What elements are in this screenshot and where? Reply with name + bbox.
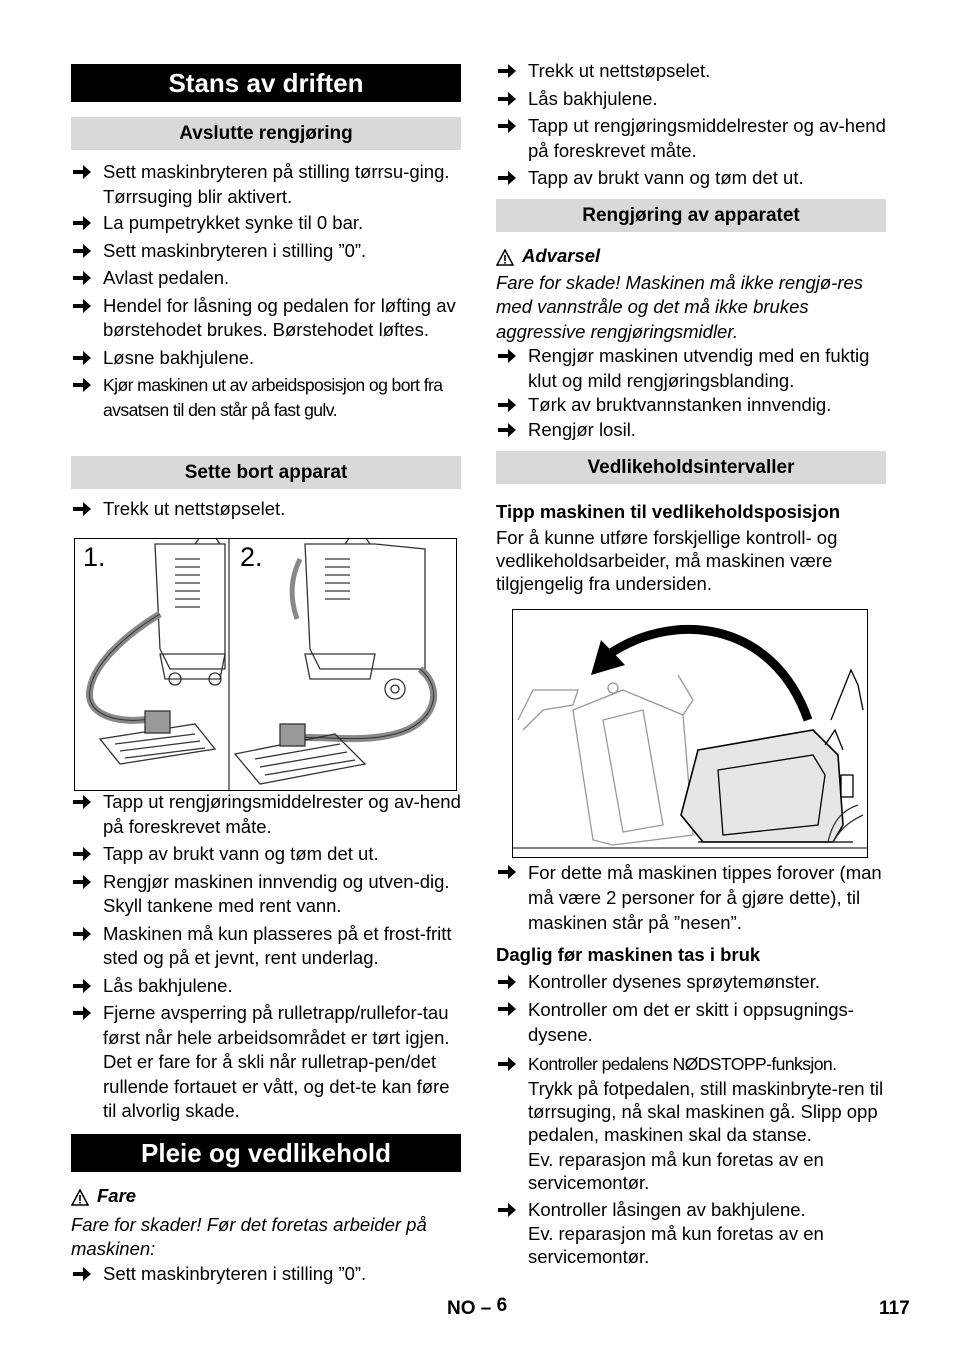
arrow-icon <box>71 497 93 521</box>
list-item: Tapp ut rengjøringsmiddelrester og av-hend på foreskrevet måte. <box>71 790 461 839</box>
list-item: Kontroller om det er skitt i oppsugnings-dysene. <box>496 997 886 1047</box>
list-item: Fjerne avsperring på rulletrapp/rullefor-tau først når hele arbeidsområdet er tørt igjen. Det er fare for å skli når rulletrap-pen/det rullende fortauet er vått, og det-te kan føre til alvorlig skade. <box>71 1001 461 1124</box>
list-item: Sett maskinbryteren i stilling ”0”. <box>71 1262 461 1287</box>
arrow-icon <box>496 166 518 190</box>
arrow-icon <box>496 1198 518 1222</box>
list-item: Kjør maskinen ut av arbeidsposisjon og bort fra avsatsen til den står på fast gulv. <box>71 373 461 422</box>
sette-list <box>71 497 461 522</box>
advarsel-block <box>496 244 886 442</box>
list-item: Avlast pedalen. <box>71 266 461 291</box>
arrow-icon <box>71 1262 93 1286</box>
arrow-icon <box>71 790 93 814</box>
section-heading-pleie: Pleie og vedlikehold <box>71 1134 461 1172</box>
sette-list-2 <box>71 790 461 1124</box>
fare-heading: Fare <box>71 1184 461 1209</box>
list-item: Rengjør maskinen utvendig med en fuktig klut og mild rengjøringsblanding. <box>496 344 886 393</box>
page-footer-label: NO – 6 <box>447 1295 508 1319</box>
arrow-icon <box>71 1001 93 1025</box>
avslutte-list <box>71 160 461 422</box>
subheading-avslutte: Avslutte rengjøring <box>71 117 461 150</box>
list-item: Kontroller pedalens NØDSTOPP-funksjon. <box>496 1052 886 1077</box>
arrow-icon <box>496 1052 518 1076</box>
subheading-vedlikehold: Vedlikeholdsintervaller <box>496 451 886 484</box>
daglig-heading: Daglig før maskinen tas i bruk <box>496 944 761 965</box>
arrow-icon <box>71 160 93 184</box>
list-item: Løsne bakhjulene. <box>71 346 461 371</box>
arrow-icon <box>71 922 93 946</box>
fare-text: Fare for skader! Før det foretas arbeider på maskinen: <box>71 1213 427 1259</box>
storage-drawing <box>75 539 456 790</box>
list-item: Maskinen må kun plasseres på et frost-fritt sted og på et jevnt, rent underlag. <box>71 922 461 971</box>
arrow-icon <box>71 842 93 866</box>
page-number: 117 <box>879 1298 910 1319</box>
subheading-sette-bort: Sette bort apparat <box>71 456 461 489</box>
list-item: Tapp av brukt vann og tøm det ut. <box>71 842 461 867</box>
list-item: Tapp ut rengjøringsmiddelrester og av-hend på foreskrevet måte. <box>496 114 886 163</box>
warning-icon <box>496 248 514 265</box>
arrow-icon <box>496 344 518 368</box>
arrow-icon <box>71 870 93 894</box>
arrow-icon <box>496 114 518 138</box>
arrow-icon <box>71 266 93 290</box>
arrow-icon <box>496 87 518 111</box>
tipp-text: For å kunne utføre forskjellige kontroll- og vedlikeholdsarbeider, må maskinen være tilgjengelig fra undersiden. <box>496 526 838 594</box>
figure-step-1: 1. <box>83 542 106 572</box>
list-item: Tørk av bruktvannstanken innvendig. <box>496 393 886 418</box>
arrow-icon <box>496 860 518 884</box>
arrow-icon <box>71 974 93 998</box>
warning-icon <box>71 1188 89 1205</box>
advarsel-text: Fare for skade! Maskinen må ikke rengjø-res med vannstråle og det må ikke brukes aggressive rengjøringsmidler. <box>496 271 864 342</box>
list-item: Kontroller låsingen av bakhjulene. <box>496 1198 886 1223</box>
tipp-block <box>496 500 886 595</box>
arrow-icon <box>496 418 518 442</box>
arrow-icon <box>496 997 518 1021</box>
arrow-icon <box>496 970 518 994</box>
list-item: Trekk ut nettstøpselet. <box>71 497 461 522</box>
list-item: Rengjør maskinen innvendig og utven-dig. Skyll tankene med rent vann. <box>71 870 461 919</box>
list-item: Hendel for låsning og pedalen for løfting av børstehodet brukes. Børstehodet løftes. <box>71 294 461 343</box>
list-item: Tapp av brukt vann og tøm det ut. <box>496 166 886 191</box>
list-item: Kontroller dysenes sprøytemønster. <box>496 970 886 995</box>
fare-block <box>71 1184 461 1286</box>
list-item: Trekk ut nettstøpselet. <box>496 59 886 84</box>
arrow-icon <box>71 239 93 263</box>
advarsel-heading: Advarsel <box>496 244 886 269</box>
section-heading-stans: Stans av driften <box>71 64 461 102</box>
list-item: Lås bakhjulene. <box>71 974 461 999</box>
tipping-drawing <box>513 610 867 857</box>
nodstopp-text: Trykk på fotpedalen, still maskinbryte-ren til tørrsuging, nå skal maskinen gå. Slipp opp pedalen, maskinen skal da stanse. <box>528 1077 884 1145</box>
list-item: For dette må maskinen tippes forover (man må være 2 personer for å gjøre dette), til maskinen står på ”nesen”. <box>496 860 886 935</box>
list-item: Sett maskinbryteren på stilling tørrsu-ging. Tørrsuging blir aktivert. <box>71 160 461 209</box>
arrow-icon <box>71 346 93 370</box>
list-item: Sett maskinbryteren i stilling ”0”. <box>71 239 461 264</box>
arrow-icon <box>496 393 518 417</box>
storage-illustration <box>74 538 457 791</box>
subheading-rengjoring: Rengjøring av apparatet <box>496 199 886 232</box>
arrow-icon <box>71 294 93 318</box>
nodstopp-note: Ev. reparasjon må kun foretas av en servicemontør. <box>528 1148 824 1193</box>
top-list <box>496 59 886 191</box>
list-item: La pumpetrykket synke til 0 bar. <box>71 211 461 236</box>
arrow-icon <box>496 59 518 83</box>
tipp-heading: Tipp maskinen til vedlikeholdsposisjon <box>496 501 841 522</box>
list-item: Lås bakhjulene. <box>496 87 886 112</box>
tipp-list <box>496 860 886 935</box>
lasing-note: Ev. reparasjon må kun foretas av en servicemontør. <box>528 1223 824 1267</box>
list-item: Rengjør losil. <box>496 418 886 443</box>
tipping-illustration <box>512 609 868 858</box>
arrow-icon <box>71 373 93 397</box>
arrow-icon <box>71 211 93 235</box>
daglig-block <box>496 943 886 1268</box>
figure-step-2: 2. <box>240 542 263 572</box>
